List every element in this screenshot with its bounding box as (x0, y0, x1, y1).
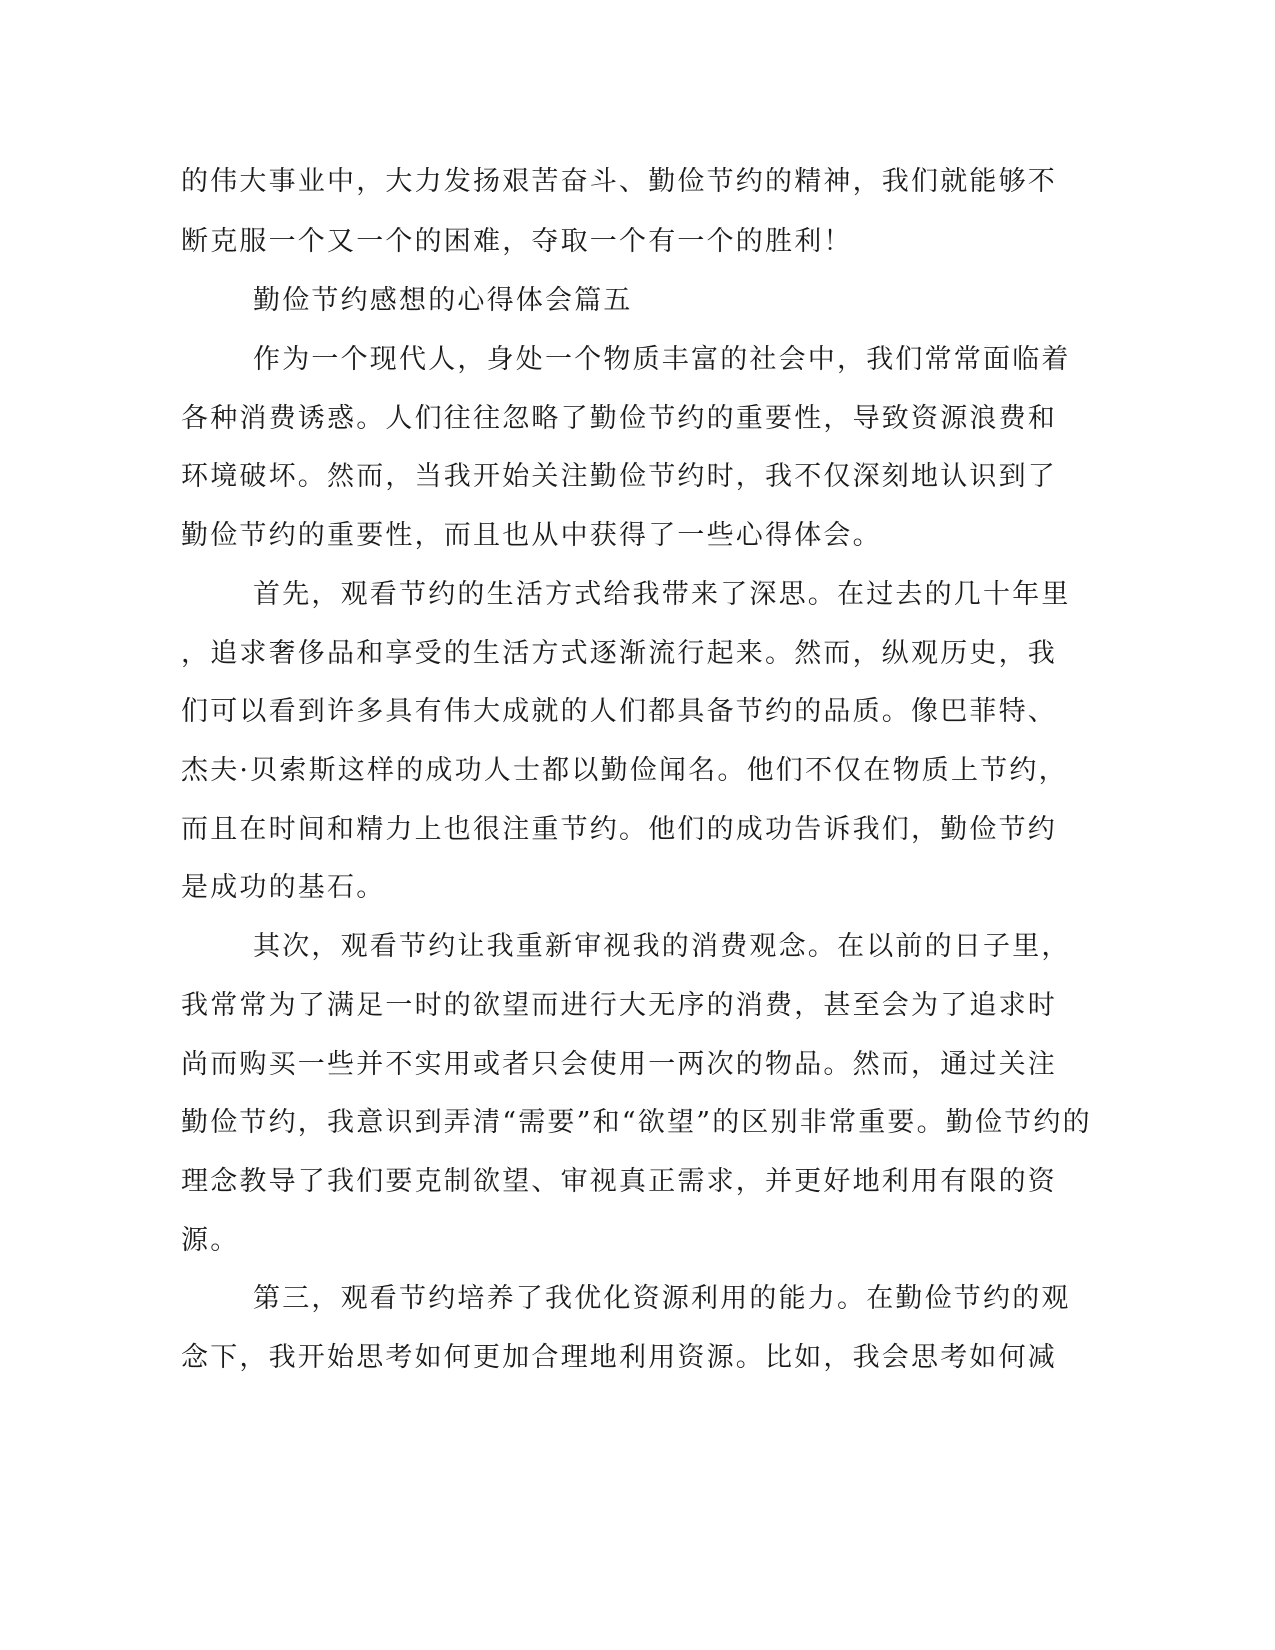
section-heading: 勤俭节约感想的心得体会篇五 (253, 285, 633, 316)
text-line: 环境破坏。然而，当我开始关注勤俭节约时，我不仅深刻地认识到了 (181, 461, 1057, 492)
text-line: 尚而购买一些并不实用或者只会使用一两次的物品。然而，通过关注 (181, 1049, 1057, 1080)
text-line: 断克服一个又一个的困难，夺取一个有一个的胜利！ (181, 226, 853, 257)
paragraph-start-line: 其次，观看节约让我重新审视我的消费观念。在以前的日子里， (253, 931, 1071, 962)
text-line: ，追求奢侈品和享受的生活方式逐渐流行起来。然而，纵观历史，我 (181, 638, 1057, 669)
text-line: 勤俭节约的重要性，而且也从中获得了一些心得体会。 (181, 520, 882, 551)
text-line: 杰夫·贝索斯这样的成功人士都以勤俭闻名。他们不仅在物质上节约， (181, 755, 1068, 786)
text-line: 理念教导了我们要克制欲望、审视真正需求，并更好地利用有限的资 (181, 1166, 1057, 1197)
text-line: 各种消费诱惑。人们往往忽略了勤俭节约的重要性，导致资源浪费和 (181, 403, 1057, 434)
text-line: 我常常为了满足一时的欲望而进行大无序的消费，甚至会为了追求时 (181, 990, 1057, 1021)
text-line: 而且在时间和精力上也很注重节约。他们的成功告诉我们，勤俭节约 (181, 814, 1057, 845)
paragraph-start-line: 首先，观看节约的生活方式给我带来了深思。在过去的几十年里 (253, 579, 1071, 610)
text-line: 源。 (181, 1225, 240, 1256)
paragraph-start-line: 作为一个现代人，身处一个物质丰富的社会中，我们常常面临着 (253, 344, 1071, 375)
paragraph-start-line: 第三，观看节约培养了我优化资源利用的能力。在勤俭节约的观 (253, 1283, 1071, 1314)
text-line: 们可以看到许多具有伟大成就的人们都具备节约的品质。像巴菲特、 (181, 696, 1057, 727)
text-line: 的伟大事业中，大力发扬艰苦奋斗、勤俭节约的精神，我们就能够不 (181, 166, 1057, 197)
text-line: 是成功的基石。 (181, 872, 386, 903)
text-line: 念下，我开始思考如何更加合理地利用资源。比如，我会思考如何减 (181, 1342, 1057, 1373)
text-line: 勤俭节约，我意识到弄清“需要”和“欲望”的区别非常重要。勤俭节约的 (181, 1107, 1092, 1138)
